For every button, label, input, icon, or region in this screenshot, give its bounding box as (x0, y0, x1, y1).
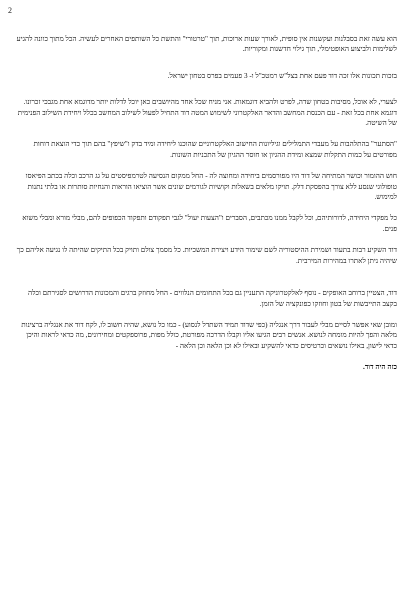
paragraph: דוד השקיע רבות בתעוד ושמירת ההיסטוריה לשם שימור הידע ויצירת המשכיות. כל מסמך צולם ותויק בכל התיקים שהיתה לו נגיעה אליהם כך שיהיה ניתן לאתרו במהירות המירבית. (16, 246, 397, 265)
paragraph: דוד, הצטיין ברוחב האופקים - נוסף לאלקטרוניקה התעניין גם בכל התחומים הנלווים - החל מחוזק ברגים והמכונות הדרושים לסגירתם וכלה בקצב התייבשות של בטון וחוזקו כפונקציה של הזמן. (28, 289, 397, 308)
paragraph: כל מפקדי היחידה, לדורותיהם, וכל לקבל ממנו מכתבים, הסברים ו"הצעות יעול" לגבי תפקודם ותפקוד הכפופים להם, מבלי מורא ומבלי משוא פנים. (22, 214, 397, 233)
document-body (14, 34, 397, 384)
page-number: 2 (8, 6, 12, 15)
paragraph: בזכות תכונות אלו זכה דוד פעם אחת בצל"ש רמטכ"ל ו- 3 פעמים בפרס בטחון ישראל. (167, 71, 397, 80)
closing-signature-line: כזה היה דוד. (363, 363, 397, 372)
paragraph: ומובן שאי אפשר לסיים מבלי לעבור דרך אנגליה (כפי שדוד תמיד השתדל לנסוע) - כמו כל נושא, שהיה חשוב לו, לקח דוד את אנגליה ברצינות מלאה והפך להיות מומחה לנושא. אנשים רבים הגיעו אליו וקבלו הדרכה מפורטת, כולל מפות, פרוספקטים ומחירונים, מה כדאי לראות והיכן כדאי לישון, באילו נושאים וכרטיסים כדאי להשקיע ובאילו לא וכן הלאה וכן הלאה - (21, 320, 397, 350)
paragraph: הוא עשה זאת בסבלנות ועקשנות אין סופית, לאורך שעות ארוכות, תוך "טרטורי" והתשת כל השותפים האחרים לעשיה. הכל מתוך כוונה להגיע לשלימות ולביצוע האופטימלי, תוך גילוי חדשנות ומקוריות. (16, 35, 397, 54)
paragraph: "הסתער" בהתלהבות על מעבדי התמלילים וגיליונות החישוב האלקטרוניים שהוכנו ליחידה ומיד בדק ו"שיפץ" בהם תוך כדי הוצאת דוחות מפורטים על כמות התקלות שמצא ומידת ההגיון או חוסר ההגיון של התכניות השונות. (33, 140, 397, 159)
paragraph: חוש ההומור וכושר המתיחה של דוד היו מפורסמים ביחידה ומחוצה לה - החל ממקום הנסיעה לטרמפיסטים על גג הרכב וכלה בכתב הפיאסו טופולוגי שנסע ללא צורך בהפסקת דלק. תויקו מלאים בשאלות וקושיות לגורמים שונים אשר הוציאו הוראות והנחיות סותרות או בלתי נתנות למימוש. (25, 172, 397, 202)
paragraph: לצערי, לא אוכל, מסיבות בטחון שדה, לפרט ולהביא דוגמאות. אני מניח שכל אחד מהיושבים כאן יוכל לדלות יותר מדוגמא אחת מגבכי זכרונו. דוגמא אחת בכל זאת - עם הכנסת המחשב והדאר האלקטרוני לשימוש המטה דוד התחיל לפעול לשילוב המחשב בכלל ויחידת השילוב הפנימית של השיטה. (17, 98, 397, 128)
